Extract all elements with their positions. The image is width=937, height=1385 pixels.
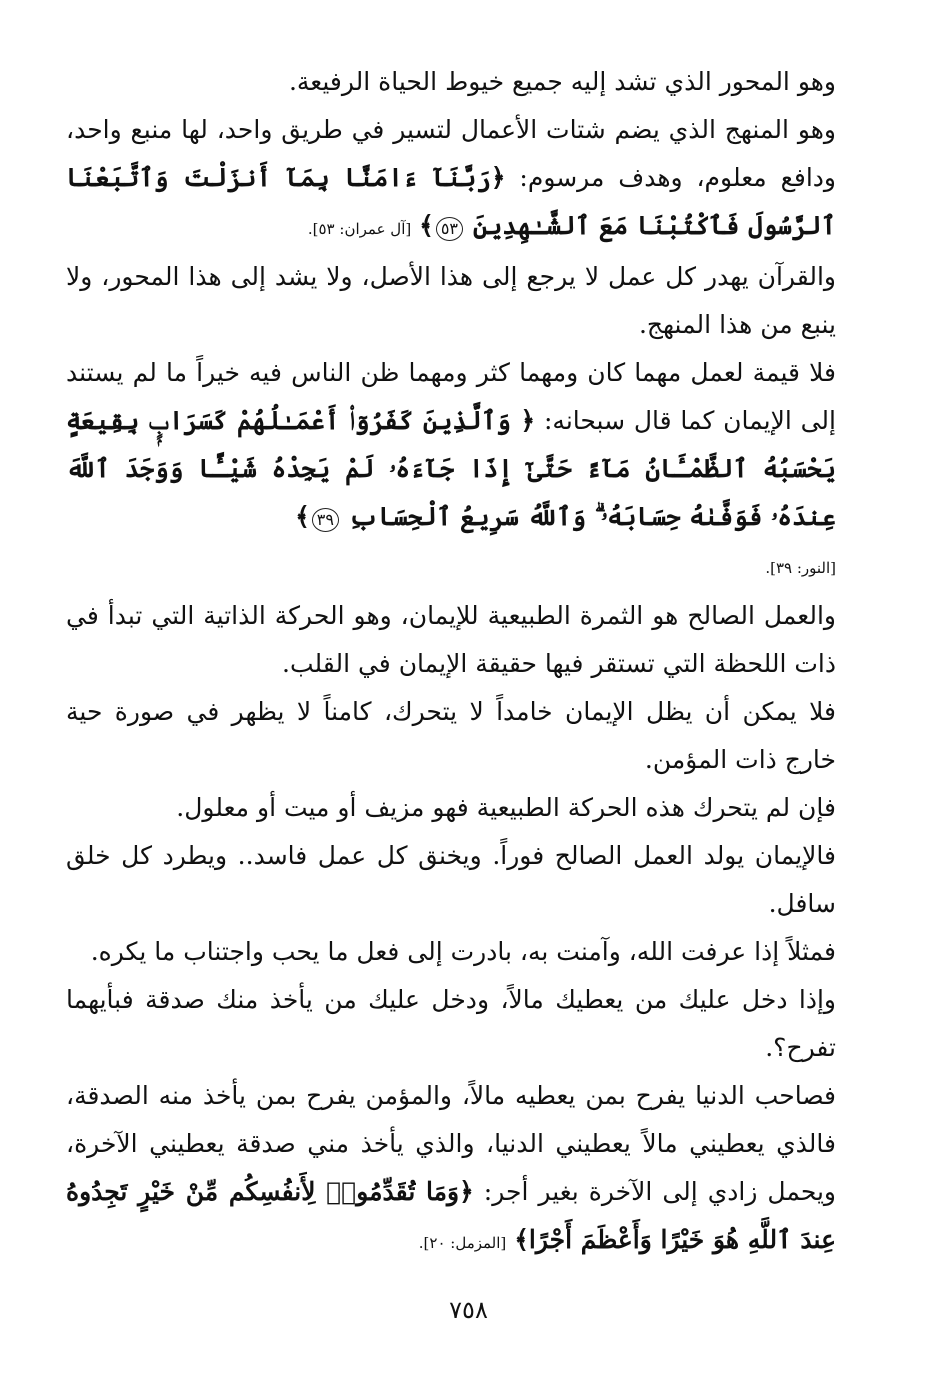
paragraph: والعمل الصالح هو الثمرة الطبيعية للإيمان، وهو الحركة الذاتية التي تبدأ في ذات اللحظة التي تستقر فيها حقيقة الإيمان في القلب.: [66, 601, 836, 678]
verse-close: ﴾: [419, 211, 434, 240]
quran-verse: ﴿ وَٱلَّذِينَ كَفَرُوٓا۟ أَعْمَـٰلُهُمْ كَسَرَابٍۭ بِقِيعَةٍ يَحْسَبُهُ ٱلظَّمْـَٔانُ مَآءً حَتَّىٰٓ إِذَا جَآءَهُۥ لَمْ يَجِدْهُ شَيْـًٔا وَوَجَدَ ٱللَّهَ عِندَهُۥ فَوَفَّىٰهُ حِسَابَهُۥ ۗ وَٱللَّهُ سَرِيعُ ٱلْحِسَابِ: [66, 406, 836, 531]
verse-reference: [النور: ٣٩].: [765, 559, 836, 577]
verse-close: ﴾: [295, 502, 310, 531]
paragraph: فالإيمان يولد العمل الصالح فوراً. ويخنق كل عمل فاسد.. ويطرد كل خلق سافل.: [66, 841, 836, 918]
paragraph: وهو المحور الذي تشد إليه جميع خيوط الحياة الرفيعة.: [288, 67, 836, 96]
page-body: [66, 58, 836, 1267]
paragraph: فإن لم يتحرك هذه الحركة الطبيعية فهو مزيف أو ميت أو معلول.: [176, 793, 836, 822]
paragraph: وإذا دخل عليك من يعطيك مالاً، ودخل عليك من يأخذ منك صدقة فبأيهما تفرح؟.: [66, 985, 836, 1062]
verse-reference: [آل عمران: ٥٣].: [307, 220, 412, 238]
verse-reference: [المزمل: ٢٠].: [418, 1234, 507, 1252]
verse-close: ﴾: [514, 1225, 529, 1254]
paragraph: وهو المنهج الذي يضم شتات الأعمال لتسير في طريق واحد، لها منبع واحد، ودافع معلوم، وهدف مرسوم: ﴿رَبَّنَآ ءَامَنَّا بِمَآ أَنزَلْتَ وَٱتَّبَعْنَا ٱلرَّسُولَ فَٱكْتُبْنَا مَعَ ٱلشَّـٰهِدِينَ ٥٣﴾ [آل عمران: ٥٣].: [66, 115, 836, 240]
quran-verse: ﴿وَمَا تُقَدِّمُوا۟ لِأَنفُسِكُم مِّنْ خَيْرٍ تَجِدُوهُ عِندَ ٱللَّهِ هُوَ خَيْرًا وَأَعْظَمَ أَجْرًا: [66, 1177, 836, 1254]
ayah-number: ٥٣: [436, 217, 463, 241]
paragraph: فلا يمكن أن يظل الإيمان خامداً لا يتحرك، كامناً لا يظهر في صورة حية خارج ذات المؤمن.: [66, 697, 836, 774]
paragraph: فلا قيمة لعمل مهما كان ومهما كثر ومهما ظن الناس فيه خيراً ما لم يستند إلى الإيمان كما قال سبحانه: ﴿ وَٱلَّذِينَ كَفَرُوٓا۟ أَعْمَـٰلُهُمْ كَسَرَابٍۭ بِقِيعَةٍ يَحْسَبُهُ ٱلظَّمْـَٔانُ مَآءً حَتَّىٰٓ إِذَا جَآءَهُۥ لَمْ يَجِدْهُ شَيْـًٔا وَوَجَدَ ٱللَّهَ عِندَهُۥ فَوَفَّىٰهُ حِسَابَهُۥ ۗ وَٱللَّهُ سَرِيعُ ٱلْحِسَابِ ٣٩﴾ [النور: ٣٩].: [66, 358, 836, 577]
paragraph: والقرآن يهدر كل عمل لا يرجع إلى هذا الأصل، ولا يشد إلى هذا المحور، ولا ينبع من هذا المنهج.: [66, 262, 836, 339]
page-number: ٧٥٨: [449, 1296, 488, 1324]
quran-verse: ﴿رَبَّنَآ ءَامَنَّا بِمَآ أَنزَلْتَ وَٱتَّبَعْنَا ٱلرَّسُولَ فَٱكْتُبْنَا مَعَ ٱلشَّـٰهِدِينَ: [66, 163, 836, 240]
paragraph: فصاحب الدنيا يفرح بمن يعطيه مالاً، والمؤمن يفرح بمن يأخذ منه الصدقة، فالذي يعطيني مالاً يعطيني الدنيا، والذي يأخذ مني صدقة يعطيني الآخرة، ويحمل زادي إلى الآخرة بغير أجر: ﴿وَمَا تُقَدِّمُوا۟ لِأَنفُسِكُم مِّنْ خَيْرٍ تَجِدُوهُ عِندَ ٱللَّهِ هُوَ خَيْرًا وَأَعْظَمَ أَجْرًا﴾ [المزمل: ٢٠].: [66, 1081, 836, 1254]
ayah-number: ٣٩: [312, 508, 339, 532]
paragraph: فمثلاً إذا عرفت الله، وآمنت به، بادرت إلى فعل ما يحب واجتناب ما يكره.: [90, 937, 836, 966]
